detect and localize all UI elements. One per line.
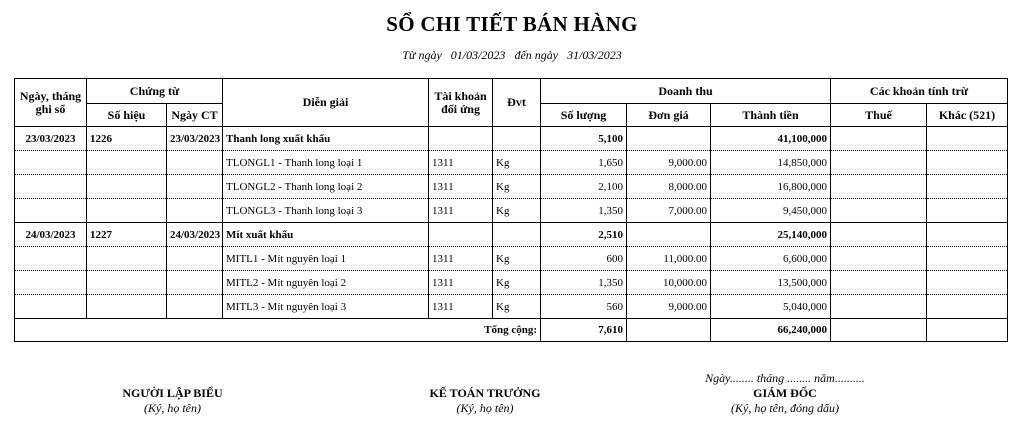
cell-description: TLONGL2 - Thanh long loại 2: [223, 175, 429, 199]
header-unit: Đvt: [493, 79, 541, 127]
cell-date: [15, 199, 87, 223]
total-label: Tổng cộng:: [15, 319, 541, 342]
cell-other: [927, 223, 1008, 247]
cell-amount: 9,450,000: [711, 199, 831, 223]
table-row: [15, 151, 1008, 175]
cell-amount: 6,600,000: [711, 247, 831, 271]
cell-unit-price: 11,000.00: [627, 247, 711, 271]
period-from-label: Từ ngày: [402, 48, 442, 62]
preparer-role: NGƯỜI LẬP BIỂU: [122, 386, 223, 400]
cell-unit-price: 8,000.00: [627, 175, 711, 199]
cell-amount: 13,500,000: [711, 271, 831, 295]
cell-amount: 5,040,000: [711, 295, 831, 319]
cell-unit-price: 10,000.00: [627, 271, 711, 295]
cell-voucher-no: [87, 295, 167, 319]
total-amount: 66,240,000: [711, 319, 831, 342]
director-note: (Ký, họ tên, đóng dấu): [731, 401, 839, 415]
cell-voucher-date: [167, 175, 223, 199]
header-other: Khác (521): [927, 104, 1008, 127]
cell-unit: [493, 127, 541, 151]
period-from-date: 01/03/2023: [450, 48, 506, 62]
cell-unit: Kg: [493, 151, 541, 175]
header-unit-price: Đơn giá: [627, 104, 711, 127]
header-description: Diễn giải: [223, 79, 429, 127]
cell-other: [927, 199, 1008, 223]
cell-quantity: 2,100: [541, 175, 627, 199]
cell-quantity: 5,100: [541, 127, 627, 151]
cell-unit-price: [627, 127, 711, 151]
cell-account: 1311: [429, 175, 493, 199]
cell-tax: [831, 247, 927, 271]
total-unit-price: [627, 319, 711, 342]
cell-voucher-no: [87, 199, 167, 223]
cell-unit: Kg: [493, 295, 541, 319]
cell-other: [927, 127, 1008, 151]
sales-ledger-table: [14, 78, 1008, 342]
table-row: [15, 127, 1008, 151]
signature-director: [680, 371, 890, 416]
cell-unit: Kg: [493, 247, 541, 271]
cell-unit: Kg: [493, 199, 541, 223]
header-date: Ngày, tháng ghi sổ: [15, 79, 87, 127]
preparer-note: (Ký, họ tên): [144, 401, 201, 415]
total-other: [927, 319, 1008, 342]
cell-tax: [831, 271, 927, 295]
cell-unit: Kg: [493, 175, 541, 199]
cell-account: [429, 127, 493, 151]
cell-voucher-no: [87, 271, 167, 295]
signature-chief-accountant: [405, 386, 565, 416]
cell-date: [15, 271, 87, 295]
table-row: [15, 223, 1008, 247]
cell-voucher-no: [87, 247, 167, 271]
report-period: [0, 48, 1024, 63]
cell-other: [927, 247, 1008, 271]
cell-voucher-date: [167, 151, 223, 175]
cell-tax: [831, 175, 927, 199]
table-row: [15, 199, 1008, 223]
cell-account: [429, 223, 493, 247]
cell-amount: 25,140,000: [711, 223, 831, 247]
cell-unit-price: 9,000.00: [627, 295, 711, 319]
cell-account: 1311: [429, 271, 493, 295]
header-revenue: Doanh thu: [541, 79, 831, 104]
cell-account: 1311: [429, 295, 493, 319]
cell-description: TLONGL1 - Thanh long loại 1: [223, 151, 429, 175]
cell-quantity: 1,350: [541, 199, 627, 223]
total-tax: [831, 319, 927, 342]
page-title: SỔ CHI TIẾT BÁN HÀNG: [386, 12, 638, 36]
cell-voucher-date: 23/03/2023: [167, 127, 223, 151]
cell-voucher-date: [167, 271, 223, 295]
cell-account: 1311: [429, 247, 493, 271]
cell-tax: [831, 127, 927, 151]
cell-quantity: 560: [541, 295, 627, 319]
director-role: GIÁM ĐỐC: [753, 386, 817, 400]
cell-other: [927, 151, 1008, 175]
chief-accountant-role: KẾ TOÁN TRƯỞNG: [429, 386, 541, 400]
table-row: [15, 247, 1008, 271]
cell-other: [927, 175, 1008, 199]
cell-other: [927, 295, 1008, 319]
cell-quantity: 600: [541, 247, 627, 271]
cell-description: TLONGL3 - Thanh long loại 3: [223, 199, 429, 223]
cell-unit-price: 9,000.00: [627, 151, 711, 175]
cell-unit-price: [627, 223, 711, 247]
table-row: [15, 271, 1008, 295]
period-to-label: đến ngày: [514, 48, 559, 62]
cell-date: [15, 175, 87, 199]
cell-description: Thanh long xuất khẩu: [223, 127, 429, 151]
header-tax: Thuế: [831, 104, 927, 127]
cell-voucher-no: [87, 151, 167, 175]
header-deductions: Các khoản tính trừ: [831, 79, 1008, 104]
cell-unit: [493, 223, 541, 247]
cell-description: MITL1 - Mít nguyên loại 1: [223, 247, 429, 271]
cell-quantity: 1,650: [541, 151, 627, 175]
cell-date: 23/03/2023: [15, 127, 87, 151]
cell-date: [15, 247, 87, 271]
header-voucher-date: Ngày CT: [167, 104, 223, 127]
header-voucher: Chứng từ: [87, 79, 223, 104]
cell-quantity: 2,510: [541, 223, 627, 247]
total-quantity: 7,610: [541, 319, 627, 342]
cell-account: 1311: [429, 151, 493, 175]
cell-tax: [831, 295, 927, 319]
cell-tax: [831, 223, 927, 247]
cell-unit-price: 7,000.00: [627, 199, 711, 223]
cell-account: 1311: [429, 199, 493, 223]
header-amount: Thành tiền: [711, 104, 831, 127]
signature-preparer: [100, 386, 245, 416]
cell-other: [927, 271, 1008, 295]
cell-tax: [831, 151, 927, 175]
cell-tax: [831, 199, 927, 223]
cell-voucher-date: 24/03/2023: [167, 223, 223, 247]
cell-amount: 16,800,000: [711, 175, 831, 199]
cell-voucher-no: 1227: [87, 223, 167, 247]
table-row: [15, 175, 1008, 199]
cell-date: [15, 151, 87, 175]
cell-voucher-date: [167, 247, 223, 271]
cell-date: 24/03/2023: [15, 223, 87, 247]
header-account: Tài khoản đối ứng: [429, 79, 493, 127]
cell-description: MITL3 - Mít nguyên loại 3: [223, 295, 429, 319]
cell-voucher-date: [167, 199, 223, 223]
cell-quantity: 1,350: [541, 271, 627, 295]
cell-unit: Kg: [493, 271, 541, 295]
cell-amount: 41,100,000: [711, 127, 831, 151]
chief-accountant-note: (Ký, họ tên): [456, 401, 514, 415]
cell-amount: 14,850,000: [711, 151, 831, 175]
cell-description: Mít xuất khẩu: [223, 223, 429, 247]
total-row: [15, 319, 1008, 342]
cell-voucher-no: 1226: [87, 127, 167, 151]
cell-voucher-no: [87, 175, 167, 199]
cell-date: [15, 295, 87, 319]
cell-description: MITL2 - Mít nguyên loại 2: [223, 271, 429, 295]
table-row: [15, 295, 1008, 319]
header-quantity: Số lượng: [541, 104, 627, 127]
cell-voucher-date: [167, 295, 223, 319]
signature-date-line: Ngày........ tháng ........ năm..........: [705, 371, 865, 385]
period-to-date: 31/03/2023: [567, 48, 622, 62]
header-voucher-no: Số hiệu: [87, 104, 167, 127]
